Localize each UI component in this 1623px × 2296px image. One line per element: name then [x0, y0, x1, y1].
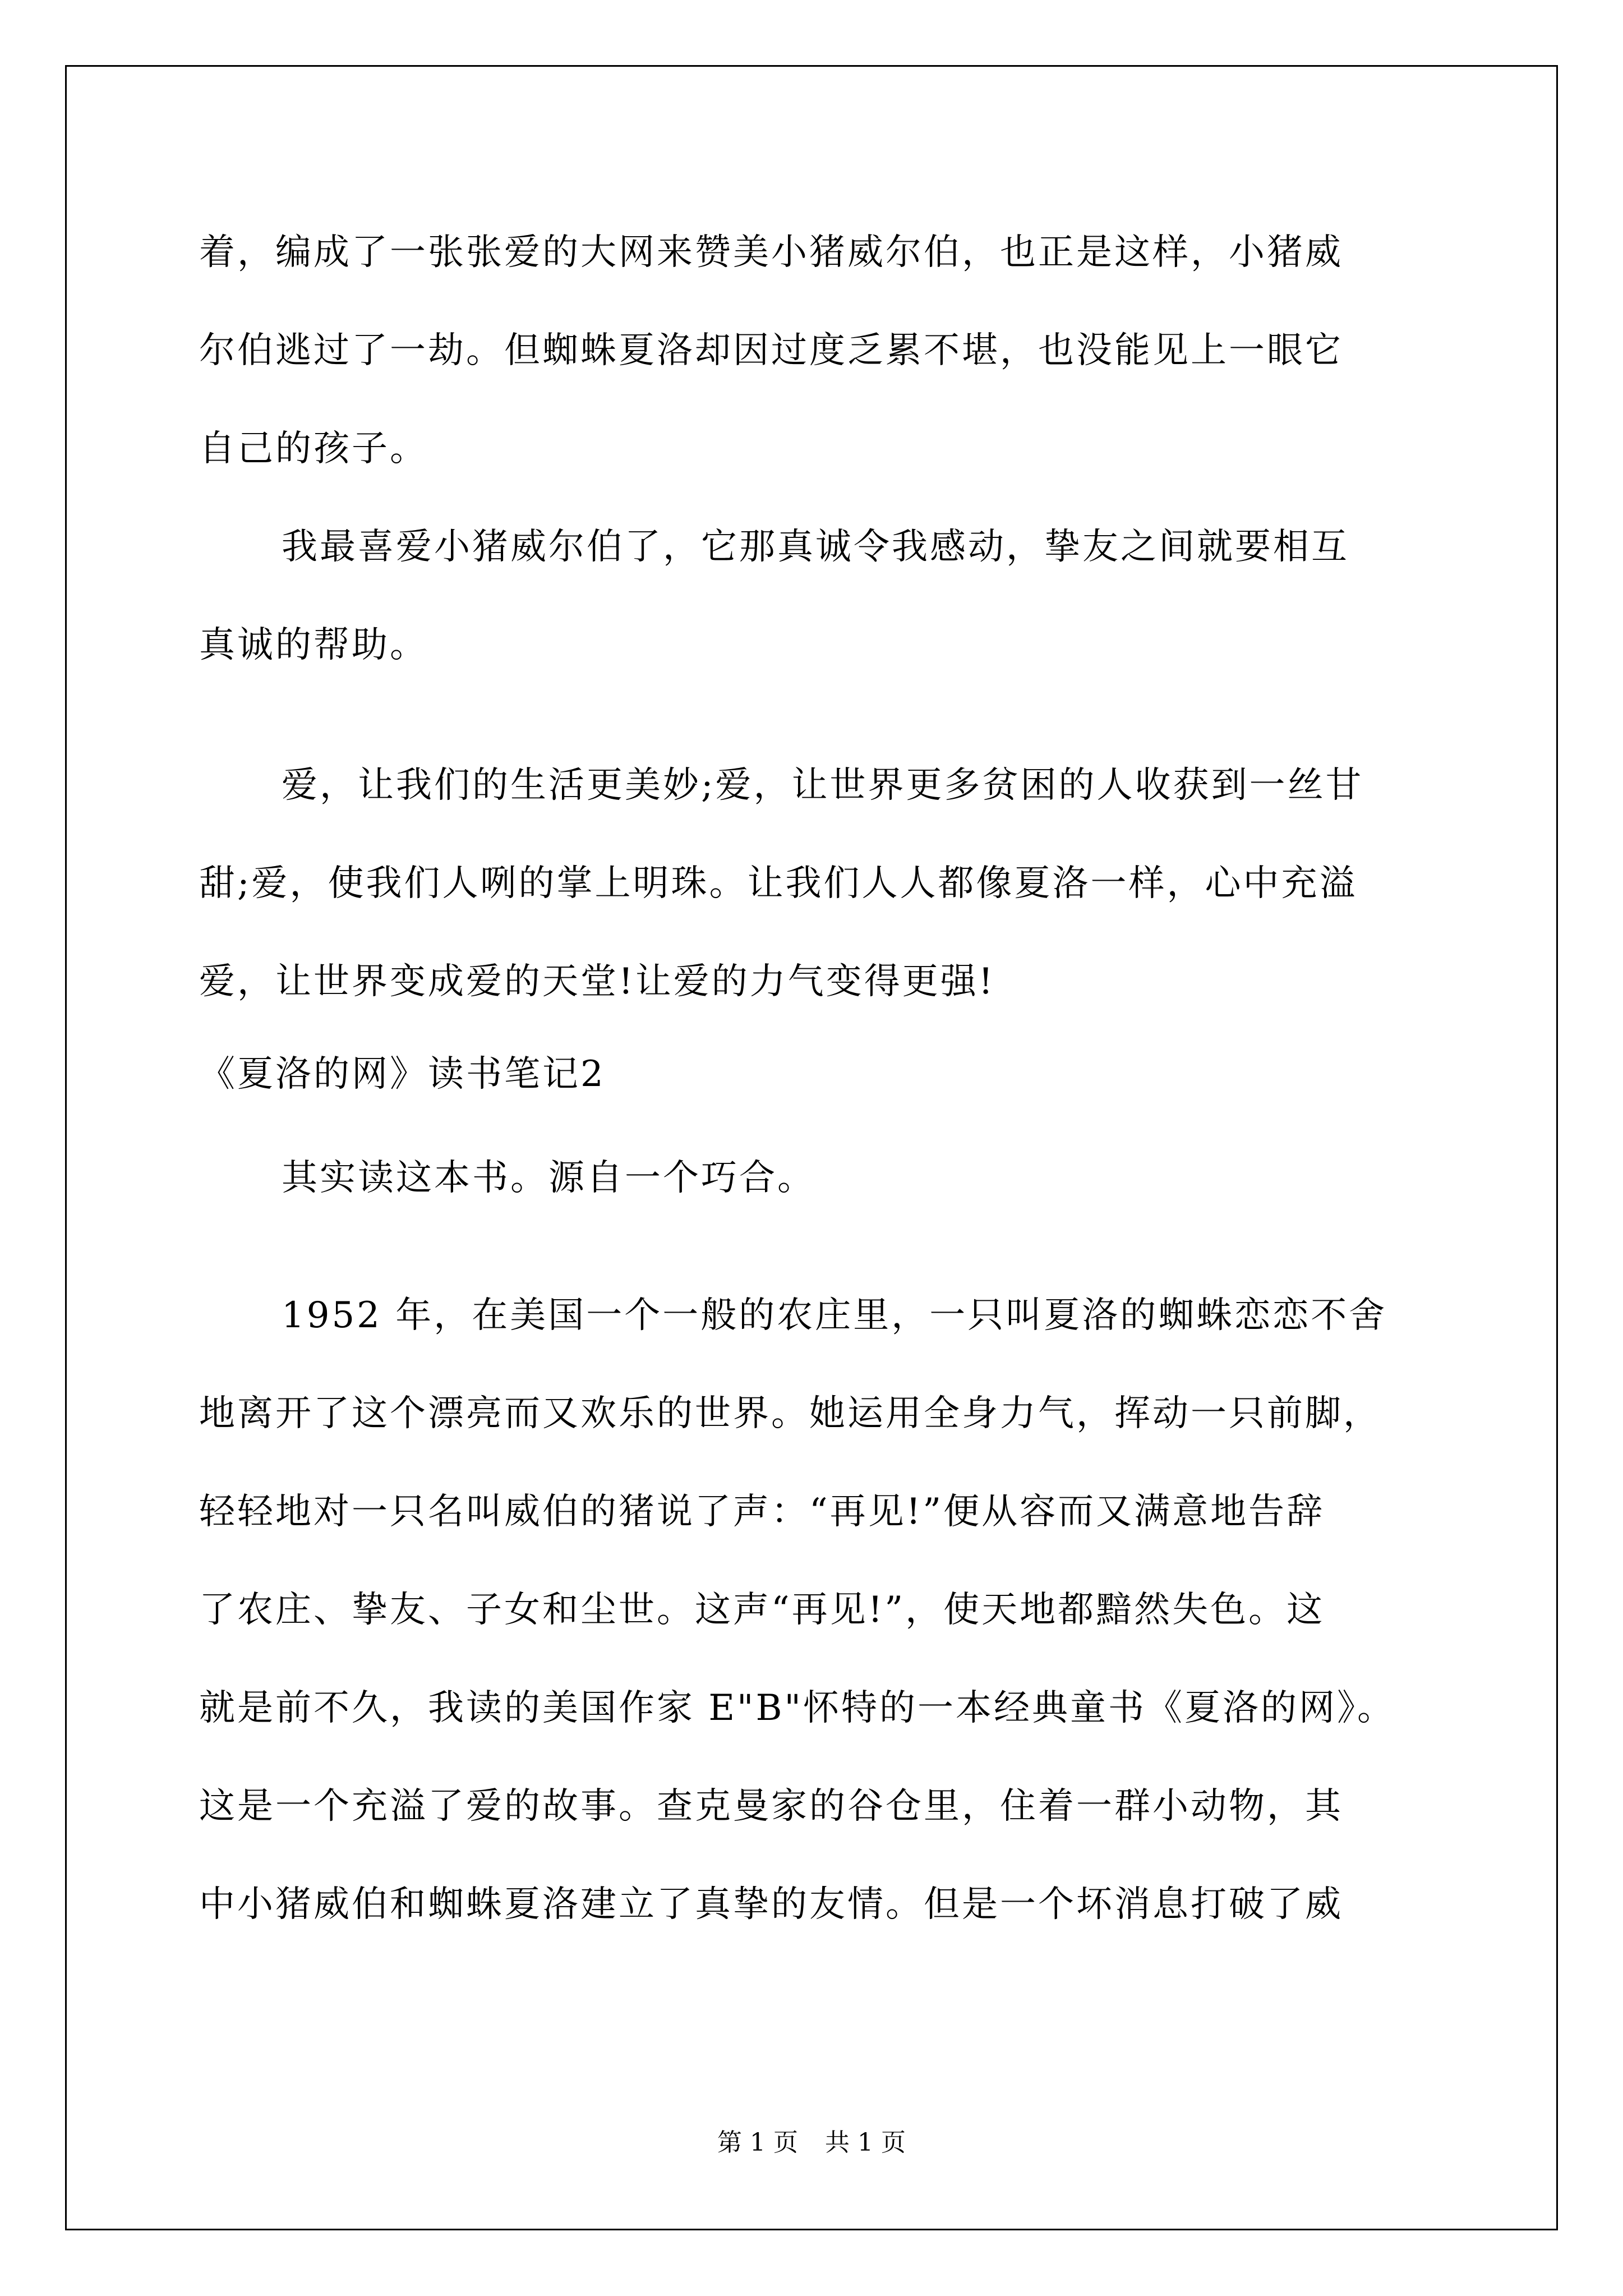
text-line: 地离开了这个漂亮而又欢乐的世界。她运用全身力气，挥动一只前脚，: [199, 1393, 1381, 1434]
text-line: 中小猪威伯和蜘蛛夏洛建立了真挚的友情。但是一个坏消息打破了威: [199, 1884, 1343, 1925]
text-line: 着，编成了一张张爱的大网来赞美小猪威尔伯，也正是这样，小猪威: [199, 232, 1343, 273]
text-line: 就是前不久，我读的美国作家 E"B"怀特的一本经典童书《夏洛的网》。: [199, 1687, 1395, 1729]
text-line: 1952 年，在美国一个一般的农庄里，一只叫夏洛的蜘蛛恋恋不舍: [282, 1295, 1387, 1336]
text-line: 轻轻地对一只名叫威伯的猪说了声：“再见!”便从容而又满意地告辞: [199, 1491, 1325, 1533]
text-line: 这是一个充溢了爱的故事。查克曼家的谷仓里，住着一群小动物，其: [199, 1786, 1343, 1827]
text-line: 了农庄、挚友、子女和尘世。这声“再见!”，使天地都黯然失色。这: [199, 1589, 1325, 1631]
text-line: 爱，让世界变成爱的天堂!让爱的力气变得更强!: [199, 961, 995, 1002]
text-line: 甜;爱，使我们人咧的掌上明珠。让我们人人都像夏洛一样，心中充溢: [199, 863, 1358, 904]
page-total: 共 1 页: [825, 2128, 906, 2157]
page-footer: [0, 2126, 1623, 2160]
text-line: 爱，让我们的生活更美妙;爱，让世界更多贫困的人收获到一丝甘: [282, 765, 1364, 806]
text-line: 自己的孩子。: [199, 428, 428, 470]
text-line: 其实读这本书。源自一个巧合。: [282, 1157, 815, 1199]
text-line: 真诚的帮助。: [199, 624, 428, 666]
page-number: 第 1 页: [717, 2128, 798, 2157]
section-heading: 《夏洛的网》读书笔记2: [199, 1053, 606, 1095]
text-line: 我最喜爱小猪威尔伯了，它那真诚令我感动，挚友之间就要相互: [282, 526, 1349, 568]
text-line: 尔伯逃过了一劫。但蜘蛛夏洛却因过度乏累不堪，也没能见上一眼它: [199, 330, 1343, 371]
